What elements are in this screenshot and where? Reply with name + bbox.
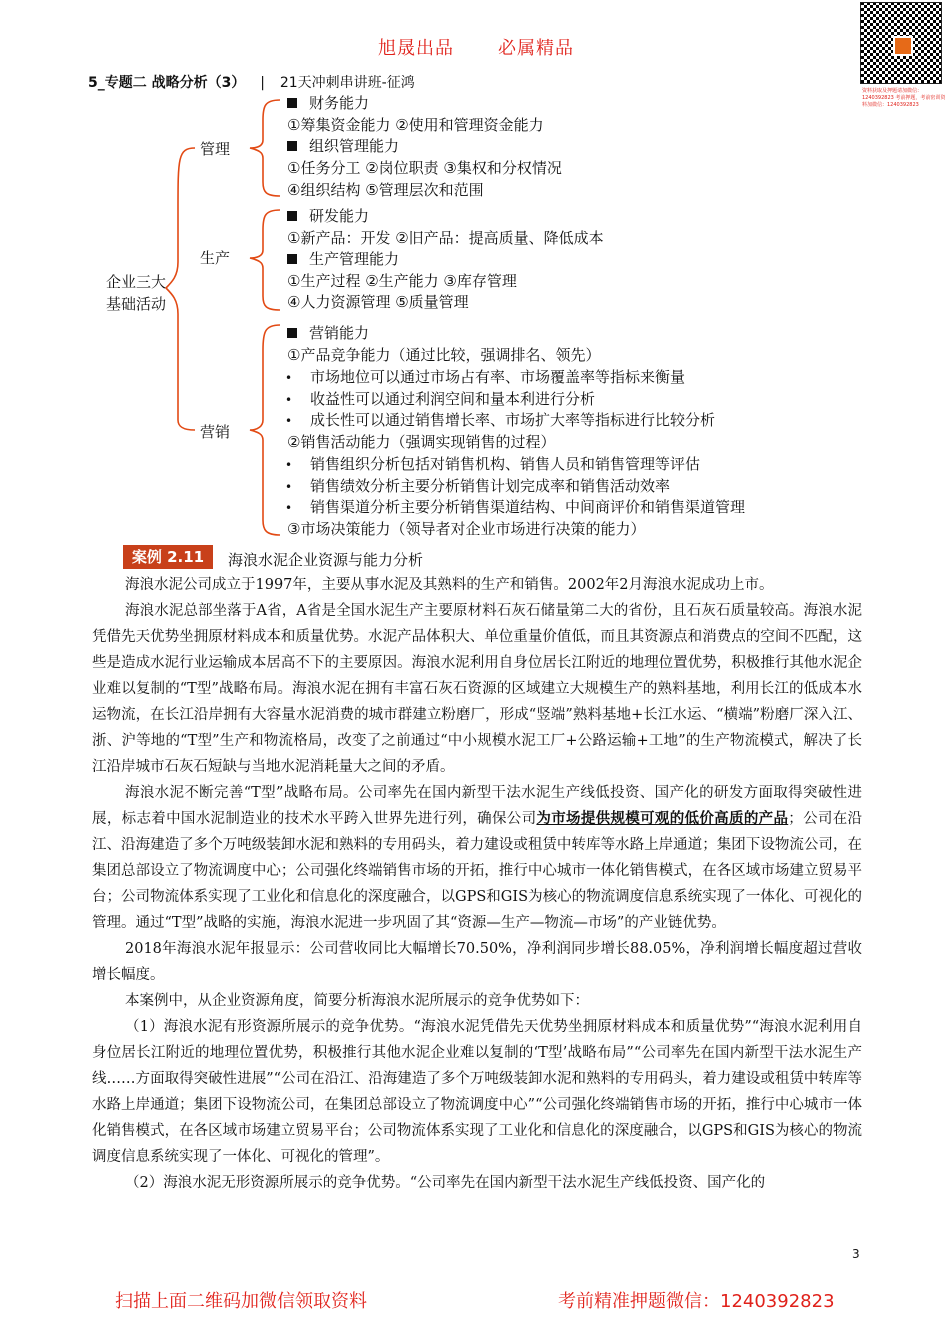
prod-item: ①生产过程 ②生产能力 ③库存管理 (287, 272, 517, 290)
brand-right: 必属精品 (498, 38, 574, 59)
root-brace (166, 148, 195, 430)
mkt-bullet: 成长性可以通过销售增长率、市场扩大率等指标进行比较分析 (310, 411, 716, 429)
square-bullet-icon (287, 254, 297, 264)
branch-marketing: 营销 (200, 423, 231, 441)
tree-root (106, 271, 166, 315)
footer-right: 考前精准押题微信：1240392823 (558, 1291, 835, 1312)
paragraph: 海浪水泥总部坐落于A省，A省是全国水泥生产主要原材料石灰石储量第二大的省份，且石灰石质量较高。海浪水泥凭借先天优势坐拥原材料成本和质量优势。水泥产品体积大、单位重量价值低，而且其资源点和消费点的空间不匹配，这些是造成水泥行业运输成本居高不下的主要原因。海浪水泥利用自身位居长江附近的地理位置优势，积极推行其他水泥企业难以复制的“T型”战略布局。海浪水泥在拥有丰富石灰石资源的区域建立大规模生产的熟料基地，利用长江的低成本水运物流，在长江沿岸拥有大容量水泥消费的城市群建立粉磨厂，形成“竖端”熟料基地+长江水运、“横端”粉磨厂深入江、浙、沪等地的“T型”生产和物流格局，改变了之前通过“中小规模水泥工厂+公路运输+工地”的生产物流模式，解决了长江沿岸城市石灰石短缺与当地水泥消耗量大之间的矛盾。 (92, 603, 862, 775)
prod-item-head: 研发能力 (287, 206, 369, 228)
case-badge: 案例 2.11 (123, 545, 213, 569)
case-body (92, 572, 862, 1196)
paragraph: 2018年海浪水泥年报显示：公司营收同比大幅增长70.50%，净利润同步增长88.05%，净利润增长幅度超过营收增长幅度。 (92, 941, 862, 983)
emphasis-text: 为市场提供规模可观的低价高质的产品 (536, 810, 789, 827)
mkt-bullet: 销售绩效分析主要分析销售计划完成率和销售活动效率 (310, 477, 671, 495)
header-course: 21天冲刺串讲班-征鸿 (279, 75, 415, 91)
square-bullet-icon (287, 141, 297, 151)
mgmt-brace (250, 100, 280, 196)
mgmt-item: ①筹集资金能力 ②使用和管理资金能力 (287, 116, 544, 134)
dot-bullet-icon: • (285, 371, 293, 385)
header-separator: | (260, 75, 265, 91)
branch-management: 管理 (200, 140, 231, 158)
prod-item: ①新产品：开发 ②旧产品：提高质量、降低成本 (287, 229, 604, 247)
mgmt-item: ④组织结构 ⑤管理层次和范围 (287, 181, 484, 199)
mkt-brace (250, 325, 280, 535)
square-bullet-icon (287, 328, 297, 338)
mkt-bullet: 收益性可以通过利润空间和量本利进行分析 (310, 390, 596, 408)
root-line-2: 基础活动 (106, 295, 167, 313)
mkt-bullet: 销售组织分析包括对销售机构、销售人员和销售管理等评估 (310, 455, 701, 473)
mgmt-item-head: 组织管理能力 (287, 136, 399, 158)
dot-bullet-icon: • (285, 480, 293, 494)
mkt-item: ③市场决策能力（领导者对企业市场进行决策的能力） (287, 520, 646, 538)
prod-brace (250, 210, 280, 310)
root-line-1: 企业三大 (106, 273, 167, 291)
mkt-item-head: 营销能力 (287, 323, 369, 345)
dot-bullet-icon: • (285, 501, 293, 515)
case-title: 海浪水泥企业资源与能力分析 (228, 551, 424, 569)
mkt-bullet: 销售渠道分析主要分析销售渠道结构、中间商评价和销售渠道管理 (310, 498, 746, 516)
mkt-item: ①产品竞争能力（通过比较，强调排名、领先） (287, 346, 601, 364)
paragraph: 海浪水泥不断完善“T型”战略布局。公司率先在国内新型干法水泥生产线低投资、国产化的研发方面取得突破性进展，标志着中国水泥制造业的技术水平跨入世界先进行列，确保公司为市场提供规模可观的低价高质的产品；公司在沿江、沿海建造了多个万吨级装卸水泥和熟料的专用码头，着力建设或租赁中转库等水路上岸通道；集团下设物流公司，在集团总部设立了物流调度中心；公司强化终端销售市场的开拓，推行中心城市一体化销售模式，在各区域市场建立贸易平台；公司物流体系实现了工业化和信息化的深度融合，以GPS和GIS为核心的物流调度信息系统实现了一体化、可视化的管理。通过“T型”战略的实施，海浪水泥进一步巩固了其“资源—生产—物流—市场”的产业链优势。 (92, 785, 863, 931)
dot-bullet-icon: • (285, 414, 293, 428)
paragraph: 海浪水泥公司成立于1997年，主要从事水泥及其熟料的生产和销售。2002年2月海浪水泥成功上市。 (125, 577, 774, 593)
dot-bullet-icon: • (285, 393, 293, 407)
footer-left: 扫描上面二维码加微信领取资料 (115, 1291, 367, 1312)
dot-bullet-icon: • (285, 458, 293, 472)
square-bullet-icon (287, 98, 297, 108)
mkt-bullet: 市场地位可以通过市场占有率、市场覆盖率等指标来衡量 (310, 368, 686, 386)
prod-item: ④人力资源管理 ⑤质量管理 (287, 293, 469, 311)
brand-left: 旭晟出品 (378, 38, 454, 59)
header-title: 5_专题二 战略分析（3） (88, 75, 246, 91)
mkt-item: ②销售活动能力（强调实现销售的过程） (287, 433, 556, 451)
mgmt-item: ①任务分工 ②岗位职责 ③集权和分权情况 (287, 159, 562, 177)
paragraph: （1）海浪水泥有形资源所展示的竞争优势。“海浪水泥凭借先天优势坐拥原材料成本和质量优势”“海浪水泥利用自身位居长江附近的地理位置优势，积极推行其他水泥企业难以复制的‘T型’战略布局”“公司率先在国内新型干法水泥生产线……方面取得突破性进展”“公司在沿江、沿海建造了多个万吨级装卸水泥和熟料的专用码头，着力建设或租赁中转库等水路上岸通道；集团下设物流公司，在集团总部设立了物流调度中心”“公司强化终端销售市场的开拓，推行中心城市一体化销售模式，在各区域市场建立贸易平台；公司物流体系实现了工业化和信息化的深度融合，以GPS和GIS为核心的物流调度信息系统实现了一体化、可视化的管理”。 (92, 1019, 862, 1165)
qr-note: 资料获取及押题请加微信：1240392823 考前押题，考前密训资料加微信：1240392823 (862, 88, 946, 108)
page-number: 3 (852, 1247, 860, 1261)
mgmt-item-head: 财务能力 (287, 93, 369, 115)
paragraph: 本案例中，从企业资源角度，简要分析海浪水泥所展示的竞争优势如下： (125, 993, 589, 1009)
square-bullet-icon (287, 211, 297, 221)
branch-production: 生产 (200, 249, 231, 267)
prod-item-head: 生产管理能力 (287, 249, 399, 271)
paragraph: （2）海浪水泥无形资源所展示的竞争优势。“公司率先在国内新型干法水泥生产线低投资、国产化的 (125, 1175, 766, 1191)
